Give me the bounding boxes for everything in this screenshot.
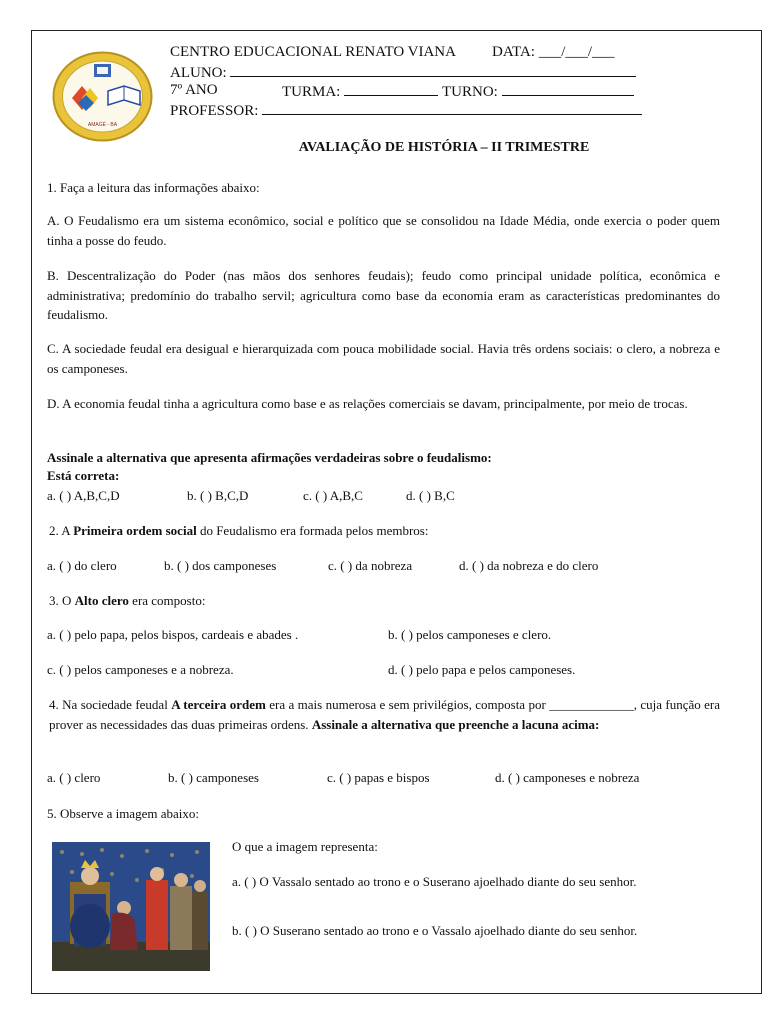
q1-prompt: Assinale a alternativa que apresenta afirmações verdadeiras sobre o feudalismo:: [47, 450, 492, 465]
q1-statement-b: B. Descentralização do Poder (nas mãos dos senhores feudais); feudo como principal unidade política, econômica e administrativa; predomínio do trabalho servil; agricultura como base da economia eram as características predominantes do feudalismo.: [47, 268, 720, 322]
q4-option-c[interactable]: c. ( ) papas e bispos: [327, 770, 430, 785]
page-title: AVALIAÇÃO DE HISTÓRIA – II TRIMESTRE: [298, 140, 590, 155]
q5-option-b[interactable]: b. ( ) O Suserano sentado ao trono e o Vassalo ajoelhado diante do seu senhor.: [232, 923, 638, 938]
q3-bold: Alto clero: [74, 593, 129, 608]
q2-option-d[interactable]: d. ( ) da nobreza e do clero: [459, 558, 599, 573]
q1-statement-d: D. A economia feudal tinha a agricultura como base e as relações comerciais se davam, principalmente, por meio de trocas.: [47, 396, 688, 411]
logo-caption: AMAGÉ - BA: [87, 122, 118, 128]
q1-option-a[interactable]: a. ( ) A,B,C,D: [47, 488, 120, 503]
q2-option-a[interactable]: a. ( ) do clero: [47, 558, 117, 573]
student-blank: [230, 62, 636, 77]
q4-mid: era a mais numerosa e sem privilégios, composta por _____________, cuja função era prover as necessidades das duas primeiras ordens.: [49, 697, 721, 732]
teacher-blank: [262, 100, 642, 115]
teacher-line: [170, 100, 642, 121]
q4-option-d[interactable]: d. ( ) camponeses e nobreza: [495, 770, 640, 785]
q4-bold: A terceira ordem: [171, 697, 266, 712]
q3-option-b[interactable]: b. ( ) pelos camponeses e clero.: [388, 627, 552, 642]
q3-post: era composto:: [128, 593, 206, 608]
q1-statement-a: A. O Feudalismo era um sistema econômico, social e político que se consolidou na Idade Média, onde exercia o poder quem tinha a posse do feudo.: [47, 213, 720, 248]
school-name: CENTRO EDUCACIONAL RENATO VIANA: [170, 44, 456, 60]
q2-pre: 2. A: [49, 523, 74, 538]
shift-line: [442, 81, 634, 102]
q3-question: [49, 591, 722, 611]
q1-intro: 1. Faça a leitura das informações abaixo:: [47, 180, 260, 195]
q5-question: O que a imagem representa:: [232, 839, 378, 854]
q2-question: [49, 521, 722, 541]
q4-instruction: Assinale a alternativa que preenche a lacuna acima:: [311, 716, 600, 732]
school-logo: [52, 51, 153, 142]
class-line: [282, 81, 438, 102]
class-label: TURMA:: [282, 84, 341, 100]
q5-option-a[interactable]: a. ( ) O Vassalo sentado ao trono e o Suserano ajoelhado diante do seu senhor.: [232, 874, 637, 889]
q4-option-a[interactable]: a. ( ) clero: [47, 770, 101, 785]
q3-option-d[interactable]: d. ( ) pelo papa e pelos camponeses.: [388, 662, 576, 677]
q1-statement-c: C. A sociedade feudal era desigual e hierarquizada com pouca mobilidade social. Havia três ordens sociais: o clero, a nobreza e os camponeses.: [47, 341, 720, 376]
q4-option-b[interactable]: b. ( ) camponeses: [168, 770, 259, 785]
class-blank: [344, 81, 438, 96]
q2-option-b[interactable]: b. ( ) dos camponeses: [164, 558, 277, 573]
q2-bold: Primeira ordem social: [73, 523, 197, 538]
q1-option-c[interactable]: c. ( ) A,B,C: [303, 488, 363, 503]
date-field: DATA: ___/___/___: [492, 44, 615, 60]
q3-pre: 3. O: [49, 593, 75, 608]
teacher-label: PROFESSOR:: [170, 103, 259, 119]
q1-prompt-2: Está correta:: [47, 468, 120, 483]
shift-label: TURNO:: [442, 84, 498, 100]
q3-option-a[interactable]: a. ( ) pelo papa, pelos bispos, cardeais e abades .: [47, 627, 299, 642]
shift-blank: [502, 81, 634, 96]
q3-option-c[interactable]: c. ( ) pelos camponeses e a nobreza.: [47, 662, 234, 677]
q4-pre: 4. Na sociedade feudal: [49, 697, 172, 712]
grade-label: 7º ANO: [170, 82, 218, 98]
q2-option-c[interactable]: c. ( ) da nobreza: [328, 558, 413, 573]
student-label: ALUNO:: [170, 65, 227, 81]
student-line: [170, 62, 636, 83]
feudal-ceremony-painting: [52, 842, 210, 971]
q4-question: [49, 695, 720, 734]
q5-intro: 5. Observe a imagem abaixo:: [47, 806, 199, 821]
q1-option-b[interactable]: b. ( ) B,C,D: [187, 488, 249, 503]
q1-option-d[interactable]: d. ( ) B,C: [406, 488, 455, 503]
q2-post: do Feudalismo era formada pelos membros:: [196, 523, 429, 538]
